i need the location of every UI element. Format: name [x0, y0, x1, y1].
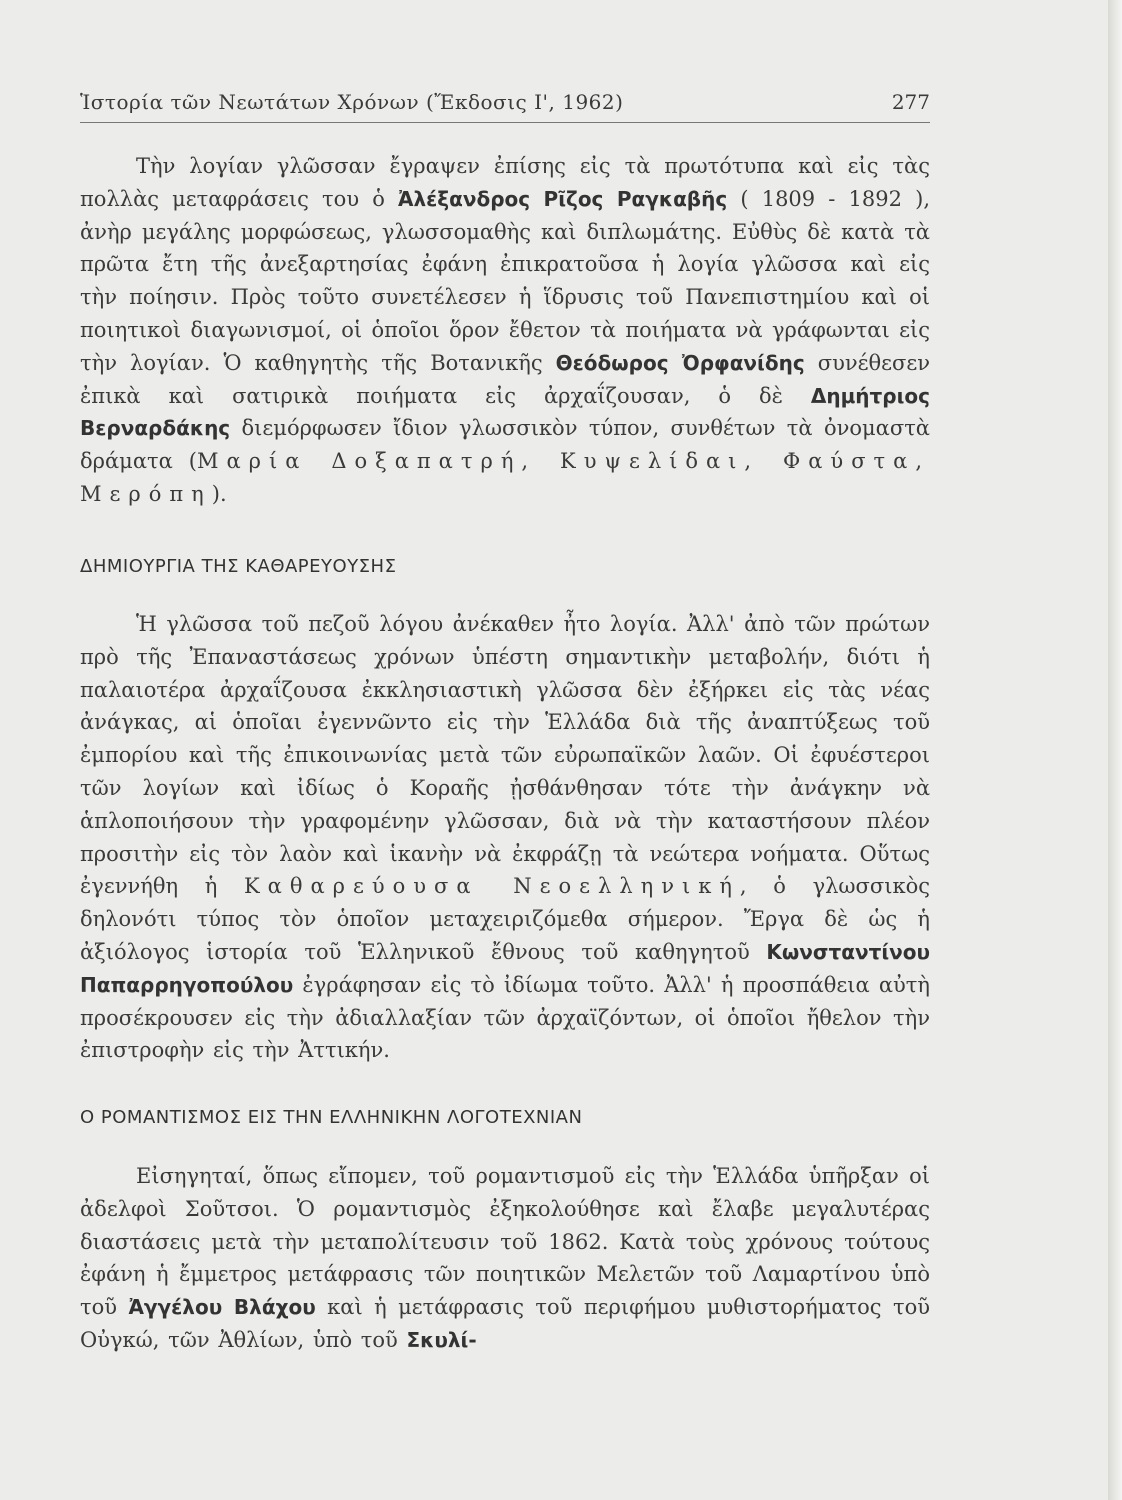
paragraph-1 — [80, 150, 930, 511]
bold-name-orfanidis: Θεόδωρος Ὀρφανίδης — [555, 350, 805, 375]
bold-name-skylissis: Σκυλί- — [406, 1327, 477, 1352]
paragraph-3-text — [80, 1160, 930, 1357]
bold-name-ragkavis: Ἀλέξανδρος Ρῖζος Ραγκαβῆς — [398, 186, 728, 211]
spaced-term-katharevousa: Καθαρεύουσα Νεοελληνική — [243, 874, 740, 899]
text-run: Ἡ γλῶσσα τοῦ πεζοῦ λόγου ἀνέκαθεν ἦτο λογία. Ἀλλ' ἀπὸ τῶν πρώτων πρὸ τῆς Ἐπαναστάσεως χρόνων ὑπέστη σημαντικὴν μεταβολήν, διότι ἡ παλαιοτέρα ἀρχαΐζουσα ἐκκλησιαστικὴ γλῶσσα δὲν ἐξήρκει εἰς τὰς νέας ἀνάγκας, αἱ ὁποῖαι ἐγεννῶντο εἰς τὴν Ἑλλάδα διὰ τῆς ἀναπτύξεως τοῦ ἐμπορίου καὶ τῆς ἐπικοινωνίας μετὰ τῶν εὐρωπαϊκῶν λαῶν. Οἱ ἐφυέστεροι τῶν λογίων καὶ ἰδίως ὁ Κοραῆς ᾐσθάνθησαν τότε τὴν ἀνάγκην νὰ ἁπλοποιήσουν τὴν γραφομένην γλῶσσαν, διὰ νὰ τὴν καταστήσουν πλέον προσιτὴν εἰς τὸν λαὸν καὶ ἱκανὴν νὰ ἐκφράζῃ τὰ νεώτερα νοήματα. Οὕτως ἐγεννήθη ἡ — [80, 612, 930, 899]
page-number: 277 — [891, 90, 930, 114]
text-run: ἐγράφησαν εἰς τὸ ἰδίωμα τοῦτο. Ἀλλ' ἡ προσπάθεια αὐτὴ προσέκρουσεν εἰς τὴν ἀδιαλλαξίαν τῶν ἀρχαϊζόντων, οἱ ὁποῖοι ἤθελον τὴν ἐπιστροφὴν εἰς τὴν Ἀττικήν. — [80, 972, 930, 1063]
running-header — [80, 88, 930, 123]
text-run: Τὴν λογίαν γλῶσσαν ἔγραψεν ἐπίσης εἰς τὰ πρωτότυπα καὶ εἰς τὰς πολλὰς μεταφράσεις του ὁ — [80, 154, 930, 211]
text-run: καὶ ἡ μετάφρασις τοῦ περιφήμου μυθιστορήματος τοῦ Οὐγκώ, τῶν Ἀθλίων, ὑπὸ τοῦ — [80, 1295, 931, 1352]
bold-name-paparrigopoulos: Κωνσταντίνου Παπαρρηγοπούλου — [80, 939, 930, 997]
section-heading-romanticism: Ο ΡΟΜΑΝΤΙΣΜΟΣ ΕΙΣ ΤΗΝ ΕΛΛΗΝΙΚΗΝ ΛΟΓΟΤΕΧΝΙΑΝ — [80, 1107, 583, 1128]
text-run: ). — [211, 481, 227, 506]
text-run: , ὁ γλωσσικὸς δηλονότι τύπος τὸν ὁποῖον μεταχειριζόμεθα σήμερον. Ἔργα δὲ ὡς ἡ ἀξιόλογος ἱστορία τοῦ Ἑλληνικοῦ ἔθνους τοῦ καθηγητοῦ — [80, 874, 930, 964]
text-run: ( 1809 - 1892 ), ἀνὴρ μεγάλης μορφώσεως, γλωσσομαθὴς καὶ διπλωμάτης. Εὐθὺς δὲ κατὰ τὰ πρῶτα ἔτη τῆς ἀνεξαρτησίας ἐφάνη ἐπικρατοῦσα ἡ λογία γλῶσσα καὶ εἰς τὴν ποίησιν. Πρὸς τοῦτο συνετέλεσεν ἡ ἵδρυσις τοῦ Πανεπιστημίου καὶ οἱ ποιητικοὶ διαγωνισμοί, οἱ ὁποῖοι ὅρον ἔθετον τὰ ποιήματα νὰ γράφωνται εἰς τὴν λογίαν. Ὁ καθηγητὴς τῆς Βοτανικῆς — [80, 186, 930, 375]
paragraph-1-text — [80, 150, 930, 511]
text-run: διεμόρφωσεν ἴδιον γλωσσικὸν τύπον, συνθέτων τὰ ὀνομαστὰ δράματα ( — [80, 416, 930, 474]
page-edge-shadow — [1108, 0, 1122, 1500]
text-run: συνέθεσεν ἐπικὰ καὶ σατιρικὰ ποιήματα εἰς ἀρχαΐζουσαν, ὁ δὲ — [80, 350, 930, 408]
paragraph-2 — [80, 608, 930, 1067]
running-header-title: Ἱστορία τῶν Νεωτάτων Χρόνων (Ἔκδοσις Ι', 1962) — [80, 90, 624, 114]
text-run: Εἰσηγηταί, ὅπως εἴπομεν, τοῦ ρομαντισμοῦ εἰς τὴν Ἑλλάδα ὑπῆρξαν οἱ ἀδελφοὶ Σοῦτσοι. Ὁ ρομαντισμὸς ἐξηκολούθησε καὶ ἔλαβε μεγαλυτέρας διαστάσεις μετὰ τὴν μεταπολίτευσιν τοῦ 1862. Κατὰ τοὺς χρόνους τούτους ἐφάνη ἡ ἔμμετρος μετάφρασις τῶν ποιητικῶν Μελετῶν τοῦ Λαμαρτίνου ὑπὸ τοῦ — [80, 1164, 930, 1320]
paragraph-2-text — [80, 608, 930, 1067]
paragraph-3 — [80, 1160, 930, 1357]
bold-name-vernardakis: Δημήτριος Βερναρδάκης — [80, 383, 930, 441]
spaced-drama-titles: Μαρία Δοξαπατρή, Κυψελίδαι, Φαύστα, Μερόπη — [80, 449, 931, 506]
section-heading-katharevousa: ΔΗΜΙΟΥΡΓΙΑ ΤΗΣ ΚΑΘΑΡΕΥΟΥΣΗΣ — [80, 556, 397, 577]
bold-name-vlachos: Ἀγγέλου Βλάχου — [128, 1295, 316, 1320]
